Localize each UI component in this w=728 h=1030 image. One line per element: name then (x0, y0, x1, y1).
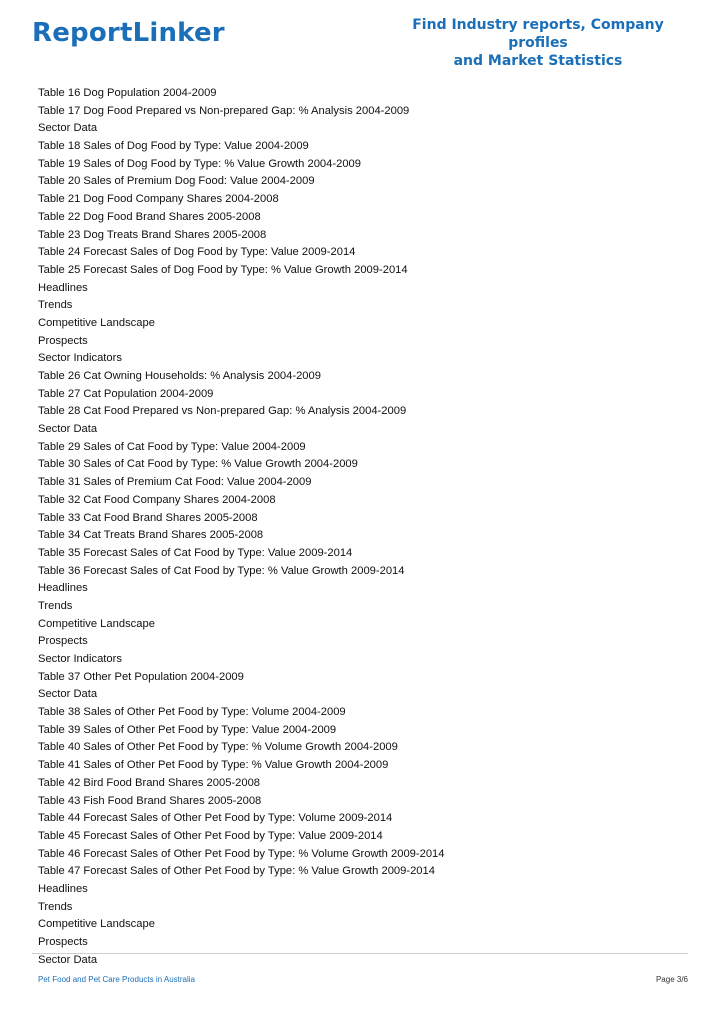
toc-item: Competitive Landscape (38, 918, 155, 931)
tagline-line-1: Find Industry reports, Company profiles (412, 17, 664, 51)
toc-item: Table 20 Sales of Premium Dog Food: Value 2004-2009 (38, 175, 315, 188)
toc-item: Sector Data (38, 122, 98, 135)
toc-item: Prospects (38, 334, 88, 347)
toc-item: Prospects (38, 635, 88, 648)
tagline-line-2: and Market Statistics (453, 53, 623, 69)
toc-item: Table 39 Sales of Other Pet Food by Type: Value 2004-2009 (38, 723, 337, 736)
toc-item: Table 42 Bird Food Brand Shares 2005-2008 (38, 776, 261, 789)
toc-item: Table 33 Cat Food Brand Shares 2005-2008 (38, 511, 258, 524)
toc-item: Table 28 Cat Food Prepared vs Non-prepared Gap: % Analysis 2004-2009 (38, 405, 407, 418)
toc-item: Sector Data (38, 688, 98, 701)
toc-item: Table 19 Sales of Dog Food by Type: % Value Growth 2004-2009 (38, 157, 361, 170)
toc-item: Sector Data (38, 953, 98, 966)
toc-item: Trends (38, 599, 73, 612)
toc-item: Trends (38, 299, 73, 312)
toc-item: Headlines (38, 882, 88, 895)
toc-item: Table 26 Cat Owning Households: % Analysis 2004-2009 (38, 370, 321, 382)
toc-item: Table 21 Dog Food Company Shares 2004-2008 (38, 193, 279, 206)
toc-item: Competitive Landscape (38, 617, 155, 630)
toc-item: Table 27 Cat Population 2004-2009 (38, 387, 214, 400)
toc-item: Trends (38, 900, 73, 913)
table-of-contents (38, 85, 698, 969)
report-title-link[interactable]: Pet Food and Pet Care Products in Australia (38, 975, 195, 984)
toc-item: Sector Data (38, 423, 98, 436)
toc-item: Prospects (38, 936, 88, 948)
toc-item: Table 32 Cat Food Company Shares 2004-2008 (38, 493, 276, 506)
page-header (0, 0, 728, 70)
toc-item: Table 34 Cat Treats Brand Shares 2005-2008 (38, 529, 264, 542)
toc-item: Table 35 Forecast Sales of Cat Food by Type: Value 2009-2014 (38, 546, 353, 559)
toc-item: Table 24 Forecast Sales of Dog Food by Type: Value 2009-2014 (38, 246, 356, 259)
toc-item: Table 16 Dog Population 2004-2009 (38, 87, 217, 99)
toc-item: Table 18 Sales of Dog Food by Type: Value 2004-2009 (38, 140, 309, 153)
toc-item: Table 41 Sales of Other Pet Food by Type: % Value Growth 2004-2009 (38, 759, 389, 772)
toc-item: Table 43 Fish Food Brand Shares 2005-2008 (38, 794, 262, 807)
toc-item: Headlines (38, 281, 88, 294)
toc-item: Table 36 Forecast Sales of Cat Food by Type: % Value Growth 2009-2014 (38, 564, 405, 577)
toc-item: Competitive Landscape (38, 316, 155, 329)
reportlinker-logo[interactable]: ReportLinker (32, 18, 225, 48)
page-footer (32, 953, 688, 989)
toc-item: Sector Indicators (38, 653, 122, 665)
header-tagline (388, 16, 688, 70)
toc-item: Table 45 Forecast Sales of Other Pet Food by Type: Value 2009-2014 (38, 829, 383, 842)
toc-item: Table 37 Other Pet Population 2004-2009 (38, 670, 244, 683)
toc-item: Table 23 Dog Treats Brand Shares 2005-2008 (38, 228, 267, 241)
page-number: Page 3/6 (655, 975, 688, 984)
footer-divider (32, 953, 688, 954)
toc-item: Table 38 Sales of Other Pet Food by Type: Volume 2004-2009 (38, 706, 346, 719)
toc-item: Table 40 Sales of Other Pet Food by Type: % Volume Growth 2004-2009 (38, 741, 398, 754)
toc-item: Table 29 Sales of Cat Food by Type: Value 2004-2009 (38, 440, 306, 453)
toc-item: Headlines (38, 582, 88, 595)
toc-item: Table 17 Dog Food Prepared vs Non-prepared Gap: % Analysis 2004-2009 (38, 104, 410, 117)
toc-item: Table 25 Forecast Sales of Dog Food by Type: % Value Growth 2009-2014 (38, 263, 408, 276)
toc-item: Table 30 Sales of Cat Food by Type: % Value Growth 2004-2009 (38, 458, 358, 471)
toc-item: Table 31 Sales of Premium Cat Food: Value 2004-2009 (38, 476, 312, 489)
toc-item: Sector Indicators (38, 352, 122, 365)
toc-item: Table 47 Forecast Sales of Other Pet Food by Type: % Value Growth 2009-2014 (38, 865, 435, 878)
toc-item: Table 46 Forecast Sales of Other Pet Food by Type: % Volume Growth 2009-2014 (38, 847, 445, 860)
toc-item: Table 44 Forecast Sales of Other Pet Food by Type: Volume 2009-2014 (38, 812, 393, 825)
toc-item: Table 22 Dog Food Brand Shares 2005-2008 (38, 210, 261, 223)
